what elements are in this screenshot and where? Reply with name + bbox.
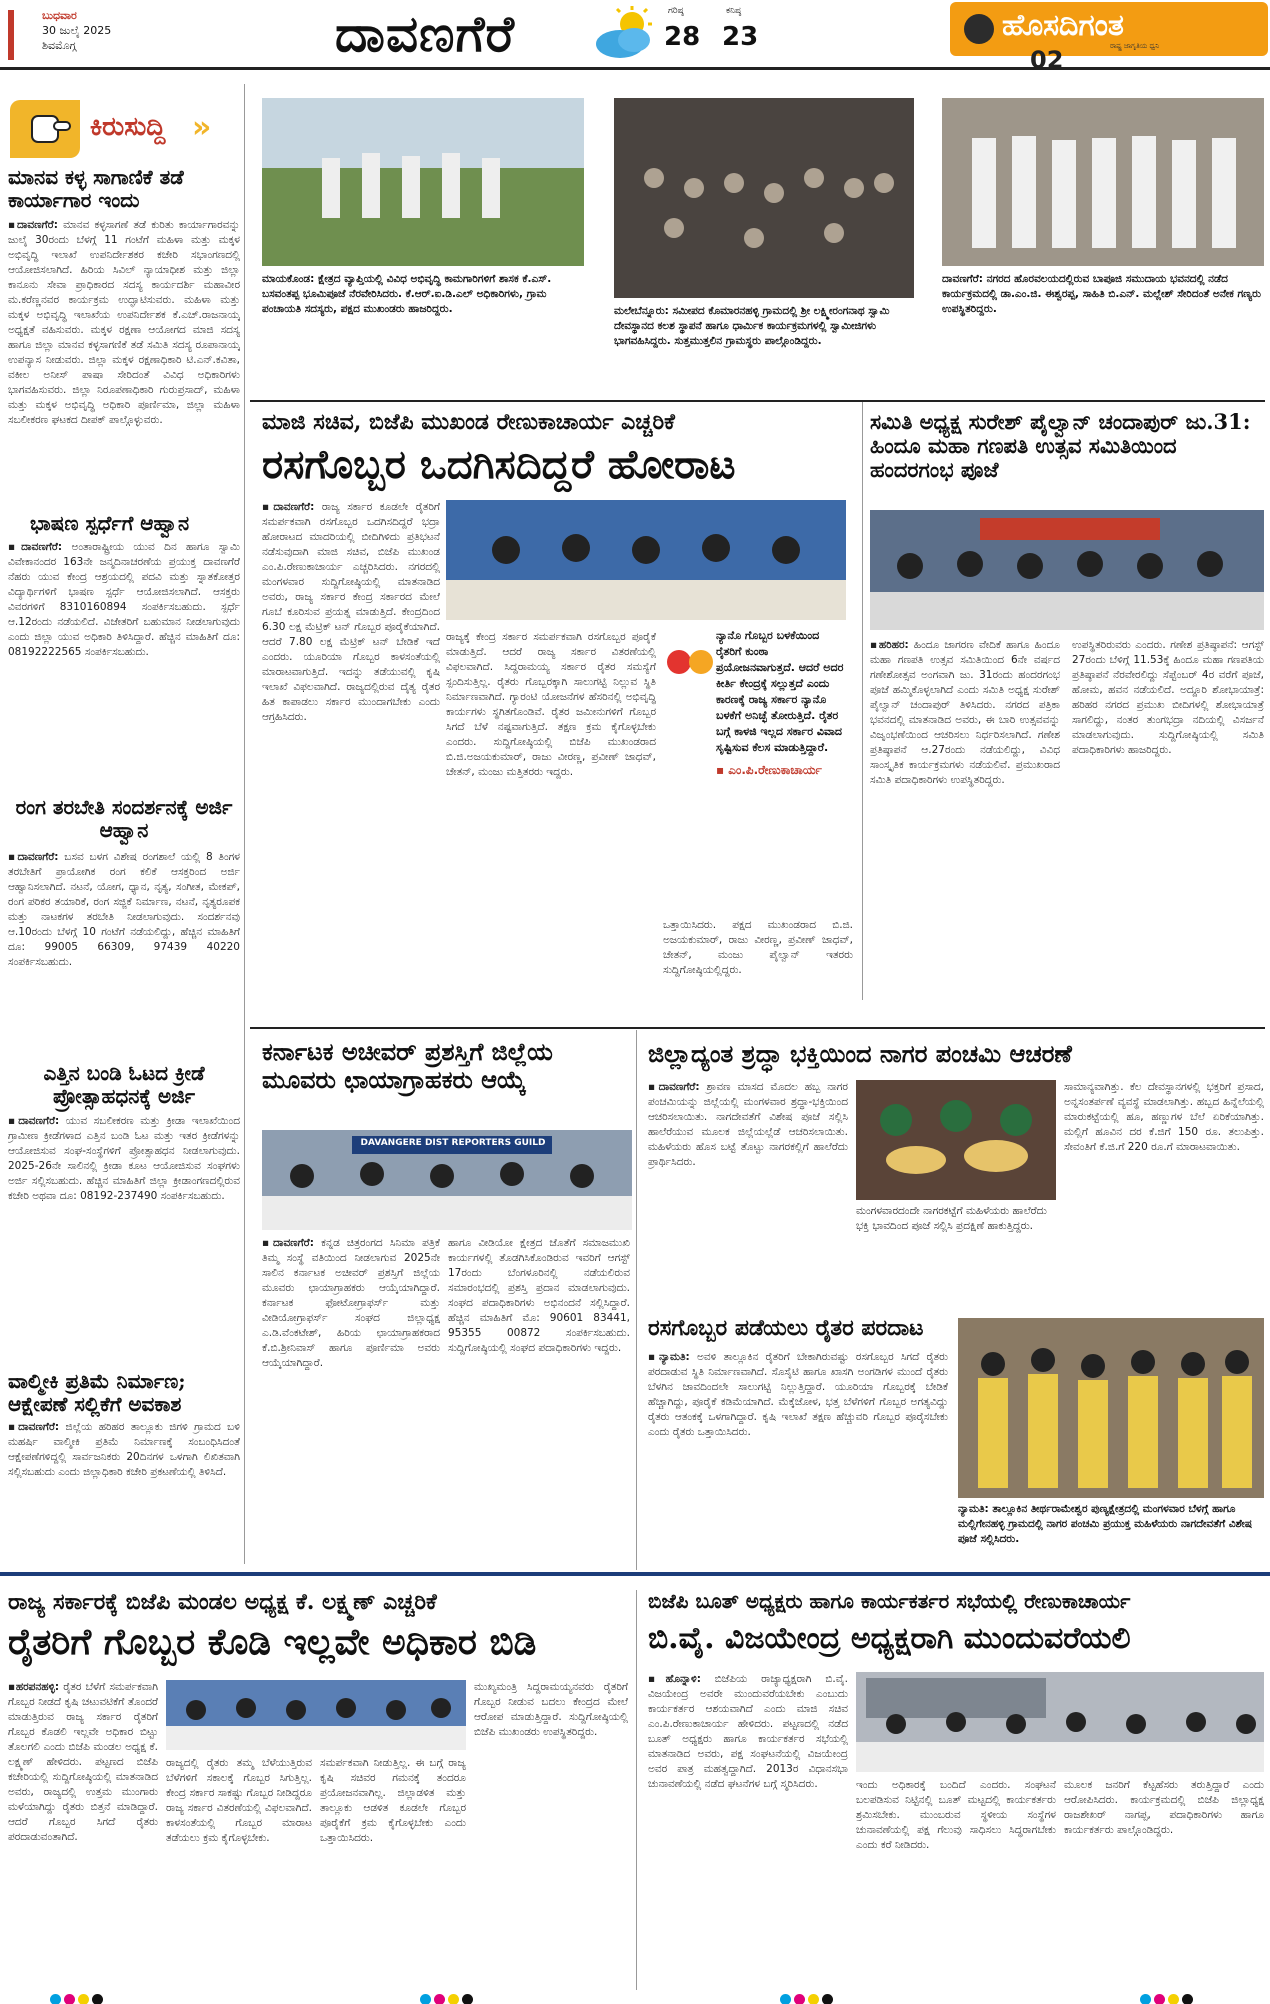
story-headline: ಜಿಲ್ಲಾದ್ಯಂತ ಶ್ರದ್ಧಾ ಭಕ್ತಿಯಿಂದ ನಾಗರ ಪಂಚಮಿ ಆಚರಣೆ bbox=[648, 1039, 1072, 1068]
story-kicker: ರಾಜ್ಯ ಸರ್ಕಾರಕ್ಕೆ ಬಿಜೆಪಿ ಮಂಡಲ ಅಧ್ಯಕ್ಷ ಕೆ. ಲಕ್ಷ್ಮಣ್ ಎಚ್ಚರಿಕೆ bbox=[8, 1589, 437, 1615]
color-dot bbox=[462, 1994, 473, 2004]
story-headline: ರಸಗೊಬ್ಬರ ಒದಗಿಸದಿದ್ದರೆ ಹೋರಾಟ bbox=[262, 441, 736, 488]
story-text: ರೈತರ ಬೆಳೆಗೆ ಸಮರ್ಪಕವಾಗಿ ಗೊಬ್ಬರ ನೀಡದೆ ಕೃಷಿ ಚಟುವಟಿಕೆಗೆ ತೊಂದರೆ ಮಾಡುತ್ತಿರುವ ರಾಜ್ಯ ಸರ್ಕಾರ ರೈತರಿಗೆ ಗೊಬ್ಬರ ಕೊಡಲಿ ಇಲ್ಲವೇ ಅಧಿಕಾರ ಬಿಟ್ಟು ತೊಲಗಲಿ ಎಂದು ಬಿಜೆಪಿ ಮಂಡಲ ಅಧ್ಯಕ್ಷ ಕೆ. ಲಕ್ಷ್ಮಣ್ ಹೇಳಿದರು. ಪಟ್ಟಣದ ಬಿಜೆಪಿ ಕಚೇರಿಯಲ್ಲಿ ಸುದ್ದಿಗೋಷ್ಠಿಯಲ್ಲಿ ಮಾತನಾಡಿದ ಅವರು, ರಾಜ್ಯದಲ್ಲಿ ಉತ್ತಮ ಮುಂಗಾರು ಮಳೆಯಾಗಿದ್ದು ರೈತರು ಬಿತ್ತನೆ ಮಾಡಿದ್ದಾರೆ. ಆದರೆ ಗೊಬ್ಬರ ಸಿಗದೆ ರೈತರು ಪರದಾಡುವಂತಾಗಿದೆ. bbox=[8, 1681, 158, 1843]
color-dot bbox=[92, 1994, 103, 2004]
photo-caption: ಮಲೇಬೆನ್ನೂರು: ಸಮೀಪದ ಕೊಮಾರನಹಳ್ಳಿ ಗ್ರಾಮದಲ್ಲಿ ಶ್ರೀ ಲಕ್ಷ್ಮೀರಂಗನಾಥ ಸ್ವಾಮಿ ದೇವಸ್ಥಾನದ ಕಲಶ ಸ್ಥಾಪನೆ ಹಾಗೂ ಧಾರ್ಮಿಕ ಕಾರ್ಯಕ್ರಮಗಳಲ್ಲಿ ಸ್ವಾಮೀಜಿಗಳು ಭಾಗವಹಿಸಿದ್ದರು. ಸುತ್ತಮುತ್ತಲಿನ ಗ್ರಾಮಸ್ಥರು ಪಾಲ್ಗೊಂಡಿದ್ದರು. bbox=[614, 305, 890, 347]
story-body: ಇಂದು ಅಧಿಕಾರಕ್ಕೆ ಬಂದಿದೆ ಎಂದರು. ಸಂಘಟನೆ ಬಲಪಡಿಸುವ ನಿಟ್ಟಿನಲ್ಲಿ ಬೂತ್ ಮಟ್ಟದಲ್ಲಿ ಕಾರ್ಯಕರ್ತರು ಶ್ರಮಿಸಬೇಕು. ಮುಂಬರುವ ಸ್ಥಳೀಯ ಸಂಸ್ಥೆಗಳ ಚುನಾವಣೆಯಲ್ಲಿ ಪಕ್ಷ ಗೆಲುವು ಸಾಧಿಸಲು ಸಿದ್ಧರಾಗಬೇಕು ಎಂದು ಕರೆ ನೀಡಿದರು. bbox=[856, 1779, 1056, 1851]
photo-caption: ಮಾಯಕೊಂಡ: ಕ್ಷೇತ್ರದ ವ್ಯಾಪ್ತಿಯಲ್ಲಿ ವಿವಿಧ ಅಭಿವೃದ್ಧಿ ಕಾಮಗಾರಿಗಳಿಗೆ ಶಾಸಕ ಕೆ.ಎಸ್. ಬಸವಂತಪ್ಪ ಭೂಮಿಪೂಜೆ ನೆರವೇರಿಸಿದರು. ಕೆ.ಆರ್.ಐ.ಡಿ.ಎಲ್ ಅಧಿಕಾರಿಗಳು, ಗ್ರಾಮ ಪಂಚಾಯತಿ ಸದಸ್ಯರು, ಪಕ್ಷದ ಮುಖಂಡರು ಹಾಜರಿದ್ದರು. bbox=[262, 273, 552, 315]
story-body bbox=[262, 500, 440, 1020]
story-body bbox=[648, 1350, 948, 1566]
news-photo bbox=[856, 1080, 1056, 1200]
dateline: ▪ದಾವಣಗೆರೆ: bbox=[8, 541, 63, 553]
story-headline: ರಸಗೊಬ್ಬರ ಪಡೆಯಲು ರೈತರ ಪರದಾಟ bbox=[648, 1315, 924, 1341]
print-color-dots bbox=[420, 1990, 490, 2000]
story-headline: ಮಾನವ ಕಳ್ಳ ಸಾಗಾಣಿಕೆ ತಡೆ ಕಾರ್ಯಾಗಾರ ಇಂದು bbox=[8, 165, 184, 212]
story-body bbox=[648, 1080, 848, 1316]
color-dot bbox=[1168, 1994, 1179, 2004]
color-dot bbox=[808, 1994, 819, 2004]
color-dot bbox=[1182, 1994, 1193, 2004]
story-text: ಜಿಲ್ಲೆಯ ಹರಿಹರ ತಾಲ್ಲೂಕು ಜಿಗಳಿ ಗ್ರಾಮದ ಬಳಿ ಮಹರ್ಷಿ ವಾಲ್ಮೀಕಿ ಪ್ರತಿಮೆ ನಿರ್ಮಾಣಕ್ಕೆ ಸಂಬಂಧಿಸಿದಂತೆ ಆಕ್ಷೇಪಣೆಗಳಿದ್ದಲ್ಲಿ ಸಾರ್ವಜನಿಕರು 20ದಿನಗಳ ಒಳಗಾಗಿ ಲಿಖಿತವಾಗಿ ಸಲ್ಲಿಸಬಹುದು ಎಂದು ಜಿಲ್ಲಾಧಿಕಾರಿ ಕಚೇರಿ ಪ್ರಕಟಣೆಯಲ್ಲಿ ತಿಳಿಸಿದೆ. bbox=[8, 1421, 240, 1478]
press-meet-photo bbox=[446, 500, 846, 620]
dateline: ▪ದಾವಣಗೆರೆ: bbox=[648, 1081, 700, 1093]
color-dot bbox=[78, 1994, 89, 2004]
story-text: ಕನ್ನಡ ಚಿತ್ರರಂಗದ ಸಿನಿಮಾ ಪತ್ರಿಕೆ ತಿಮ್ಮ ಸಂಸ್ಥೆ ವತಿಯಿಂದ ನೀಡಲಾಗುವ 2025ನೇ ಸಾಲಿನ ಕರ್ನಾಟಕ ಅಚೀವರ್ ಪ್ರಶಸ್ತಿಗೆ ಜಿಲ್ಲೆಯ ಮೂವರು ಛಾಯಾಗ್ರಾಹಕರು ಆಯ್ಕೆಯಾಗಿದ್ದಾರೆ. ಕರ್ನಾಟಕ ಫೋಟೋಗ್ರಾಫರ್ಸ್ ಮತ್ತು ವೀಡಿಯೋಗ್ರಾಫರ್ಸ್ ಸಂಘದ ಜಿಲ್ಲಾಧ್ಯಕ್ಷ ಎ.ಡಿ.ವೆಂಕಟೇಶ್, ಹಿರಿಯ ಛಾಯಾಗ್ರಾಹಕರಾದ ಕೆ.ಬಿ.ಶ್ರೀನಿವಾಸ್ ಹಾಗೂ ಪೂರ್ಣಿಮಾ ಅವರು ಆಯ್ಕೆಯಾಗಿದ್ದಾರೆ. bbox=[262, 1237, 440, 1369]
story-body: ಒತ್ತಾಯಿಸಿದರು. ಪಕ್ಷದ ಮುಖಂಡರಾದ ಬಿ.ಜಿ. ಅಜಯಕುಮಾರ್, ರಾಜು ವೀರಣ್ಣ, ಪ್ರವೀಣ್ ಜಾಧವ್, ಚೇತನ್, ಮಂಜು ಪೈಲ್ವಾನ್ ಇತರರು ಸುದ್ದಿಗೋಷ್ಠಿಯಲ್ಲಿದ್ದರು. bbox=[663, 919, 853, 976]
story-body bbox=[870, 638, 1060, 1020]
color-dot bbox=[448, 1994, 459, 2004]
story-text: ಯುವ ಸಬಲೀಕರಣ ಮತ್ತು ಕ್ರೀಡಾ ಇಲಾಖೆಯಿಂದ ಗ್ರಾಮೀಣ ಕ್ರೀಡೆಗಳಾದ ಎತ್ತಿನ ಬಂಡಿ ಓಟ ಮತ್ತು ಇತರ ಕ್ರೀಡೆಗಳನ್ನು ಆಯೋಜಿಸುವ ಸಂಘ-ಸಂಸ್ಥೆಗಳಿಗೆ ಪ್ರೋತ್ಸಾಹಧನ ನೀಡಲಾಗುವುದು. 2025-26ನೇ ಸಾಲಿನಲ್ಲಿ ಕ್ರೀಡಾ ಕೂಟ ಆಯೋಜಿಸುವ ಸಂಘಗಳು ಅರ್ಜಿ ಸಲ್ಲಿಸಬಹುದು. ಹೆಚ್ಚಿನ ಮಾಹಿತಿಗೆ ಜಿಲ್ಲಾ ಕ್ರೀಡಾಂಗಣದಲ್ಲಿರುವ ಕಚೇರಿ ಅಥವಾ ದೂ: 08192-237490 ಸಂಪರ್ಕಿಸಬಹುದು. bbox=[8, 1115, 240, 1202]
story-headline: ರೈತರಿಗೆ ಗೊಬ್ಬರ ಕೊಡಿ ಇಲ್ಲವೇ ಅಧಿಕಾರ ಬಿಡಿ bbox=[8, 1621, 537, 1663]
story-body: ಮುಖ್ಯಮಂತ್ರಿ ಸಿದ್ದರಾಮಯ್ಯನವರು ರೈತರಿಗೆ ಗೊಬ್ಬರ ನೀಡುವ ಬದಲು ಕೇಂದ್ರದ ಮೇಲೆ ಆರೋಪ ಮಾಡುತ್ತಿದ್ದಾರೆ. ಸುದ್ದಿಗೋಷ್ಠಿಯಲ್ಲಿ ಬಿಜೆಪಿ ಮುಖಂಡರು ಉಪಸ್ಥಿತರಿದ್ದರು. bbox=[474, 1681, 628, 1738]
story-body: ರಾಜ್ಯದಲ್ಲಿ ರೈತರು ತಮ್ಮ ಬೆಳೆಯುತ್ತಿರುವ ಬೆಳೆಗಳಿಗೆ ಸಕಾಲಕ್ಕೆ ಗೊಬ್ಬರ ಸಿಗುತ್ತಿಲ್ಲ. ಕೇಂದ್ರ ಸರ್ಕಾರ ಸಾಕಷ್ಟು ಗೊಬ್ಬರ ನೀಡಿದ್ದರೂ ರಾಜ್ಯ ಸರ್ಕಾರ ವಿತರಣೆಯಲ್ಲಿ ವಿಫಲವಾಗಿದೆ. ಕಾಳಸಂತೆಯಲ್ಲಿ ಗೊಬ್ಬರ ಮಾರಾಟ ತಡೆಯಲು ಕ್ರಮ ಕೈಗೊಳ್ಳಬೇಕು. bbox=[166, 1757, 312, 1844]
color-dot bbox=[64, 1994, 75, 2004]
story-body bbox=[648, 1672, 848, 1984]
logo-tagline: ರಾಷ್ಟ್ರ ಜಾಗೃತಿಯ ಧ್ವನಿ bbox=[1110, 42, 1160, 50]
newspaper-logo bbox=[950, 2, 1268, 56]
masthead-place: ಶಿವಮೊಗ್ಗ bbox=[42, 39, 77, 52]
color-dot bbox=[1140, 1994, 1151, 2004]
story-body bbox=[8, 218, 240, 508]
column-divider bbox=[636, 1030, 637, 1570]
dateline: ▪ಹರಪನಹಳ್ಳಿ: bbox=[8, 1681, 60, 1693]
story-text: ಅಂತಾರಾಷ್ಟ್ರೀಯ ಯುವ ದಿನ ಹಾಗೂ ಸ್ವಾಮಿ ವಿವೇಕಾನಂದರ 163ನೇ ಜನ್ಮದಿನಾಚರಣೆಯ ಪ್ರಯುಕ್ತ ದಾವಣಗೆರೆ ನೆಹರು ಯುವ ಕೇಂದ್ರ ಆಶ್ರಯದಲ್ಲಿ ಪದವಿ ಮತ್ತು ಸ್ನಾತಕೋತ್ತರ ವಿದ್ಯಾರ್ಥಿಗಳಿಗೆ ಭಾಷಣ ಸ್ಪರ್ಧೆ ಆಯೋಜಿಸಲಾಗಿದೆ. ಆಸಕ್ತರು ವಿವರಗಳಿಗೆ 8310160894 ಸಂಪರ್ಕಿಸಬಹುದು. ಸ್ಪರ್ಧೆ ಆ.12ರಂದು ನಡೆಯಲಿದೆ. ವಿಜೇತರಿಗೆ ಬಹುಮಾನ ನೀಡಲಾಗುವುದು ಎಂದು ಜಿಲ್ಲಾ ಯುವ ಅಧಿಕಾರಿ ತಿಳಿಸಿದ್ದಾರೆ. ಹೆಚ್ಚಿನ ಮಾಹಿತಿಗೆ ದೂ: 08192222565 ಸಂಪರ್ಕಿಸಬಹುದು. bbox=[8, 541, 240, 658]
masthead-accent-bar bbox=[8, 10, 14, 60]
print-color-dots bbox=[1140, 1990, 1210, 2000]
pull-quote bbox=[716, 628, 846, 778]
column-divider bbox=[636, 1590, 637, 1990]
story-body bbox=[262, 1236, 440, 1566]
story-body bbox=[8, 540, 240, 790]
color-dot bbox=[1154, 1994, 1165, 2004]
story-body: ರಾಜ್ಯಕ್ಕೆ ಕೇಂದ್ರ ಸರ್ಕಾರ ಸಮರ್ಪಕವಾಗಿ ರಸಗೊಬ್ಬರ ಪೂರೈಕೆ ಮಾಡುತ್ತಿದೆ. ಆದರೆ ರಾಜ್ಯ ಸರ್ಕಾರ ವಿತರಣೆಯಲ್ಲಿ ವಿಫಲವಾಗಿದೆ. ಸಿದ್ದರಾಮಯ್ಯ ಸರ್ಕಾರ ರೈತರ ಸಮಸ್ಯೆಗೆ ಸ್ಪಂದಿಸುತ್ತಿಲ್ಲ. ರೈತರು ಗೊಬ್ಬರಕ್ಕಾಗಿ ಸಾಲುಗಟ್ಟಿ ನಿಲ್ಲುವ ಸ್ಥಿತಿ ನಿರ್ಮಾಣವಾಗಿದೆ. ಗ್ಯಾರಂಟಿ ಯೋಜನೆಗಳ ಹೆಸರಿನಲ್ಲಿ ಅಭಿವೃದ್ಧಿ ಕಾರ್ಯಗಳು ಸ್ಥಗಿತಗೊಂಡಿವೆ. ರೈತರ ಜಮೀನುಗಳಿಗೆ ಗೊಬ್ಬರ ಸಿಗದೆ ಬೆಳೆ ನಷ್ಟವಾಗುತ್ತಿದೆ. ತಕ್ಷಣ ಕ್ರಮ ಕೈಗೊಳ್ಳಬೇಕು ಎಂದರು. ಸುದ್ದಿಗೋಷ್ಠಿಯಲ್ಲಿ ಬಿಜೆಪಿ ಮುಖಂಡರಾದ ಬಿ.ಜಿ.ಅಜಯಕುಮಾರ್, ರಾಜು ವೀರಣ್ಣ, ಪ್ರವೀಣ್ ಜಾಧವ್, ಚೇತನ್, ಮಂಜು ಮತ್ತಿತರರು ಇದ್ದರು. bbox=[446, 631, 656, 778]
dateline: ▪ದಾವಣಗೆರೆ: bbox=[8, 219, 58, 231]
story-headline: ಎತ್ತಿನ ಬಂಡಿ ಓಟದ ಕ್ರೀಡೆ ಪ್ರೋತ್ಸಾಹಧನಕ್ಕೆ ಅರ್ಜಿ bbox=[43, 1061, 205, 1108]
story-body: ಉಪಸ್ಥಿತರಿರುವರು ಎಂದರು. ಗಣೇಶ ಪ್ರತಿಷ್ಠಾಪನೆ: ಆಗಸ್ಟ್ 27ರಂದು ಬೆಳಿಗ್ಗೆ 11.53ಕ್ಕೆ ಹಿಂದೂ ಮಹಾ ಗಣಪತಿಯ ಪ್ರತಿಷ್ಠಾಪನೆ ನೆರವೇರಲಿದ್ದು ಸೆಪ್ಟೆಂಬರ್ 4ರ ವರೆಗೆ ಪೂಜೆ, ಹೋಮ, ಹವನ ನಡೆಯಲಿದೆ. ಅದ್ದೂರಿ ಶೋಭಾಯಾತ್ರೆ: ಹರಿಹರ ನಗರದ ಪ್ರಮುಖ ಬೀದಿಗಳಲ್ಲಿ ಶೋಭಾಯಾತ್ರೆ ಸಾಗಲಿದ್ದು, ನಂತರ ತುಂಗಭದ್ರಾ ನದಿಯಲ್ಲಿ ವಿಸರ್ಜನೆ ಮಾಡಲಾಗುವುದು. ಸುದ್ದಿಗೋಷ್ಠಿಯಲ್ಲಿ ಸಮಿತಿ ಪದಾಧಿಕಾರಿಗಳು ಹಾಜರಿದ್ದರು. bbox=[1072, 639, 1264, 756]
masthead-day: ಬುಧವಾರ bbox=[42, 9, 77, 22]
column-divider bbox=[244, 84, 245, 1564]
color-dot bbox=[434, 1994, 445, 2004]
photo-caption: ದಾವಣಗೆರೆ: ನಗರದ ಹೊರವಲಯದಲ್ಲಿರುವ ಬಾಪೂಜಿ ಸಮುದಾಯ ಭವನದಲ್ಲಿ ನಡೆದ ಕಾರ್ಯಕ್ರಮದಲ್ಲಿ ಡಾ.ಎಂ.ಜಿ. ಈಶ್ವರಪ್ಪ, ಸಾಹಿತಿ ಬಿ.ಎನ್. ಮಲ್ಲೇಶ್ ಸೇರಿದಂತೆ ಅನೇಕ ಗಣ್ಯರು ಉಪಸ್ಥಿತರಿದ್ದರು. bbox=[942, 273, 1261, 315]
dateline: ▪ದಾವಣಗೆರೆ: bbox=[8, 1115, 60, 1127]
story-text: ಬಸವ ಬಳಗ ವಿಶೇಷ ರಂಗಶಾಲೆ ಯಲ್ಲಿ 8 ತಿಂಗಳ ತರಬೇತಿಗೆ ಪ್ರಾಯೋಗಿಕ ರಂಗ ಕಲಿಕೆ ಆಸಕ್ತರಿಂದ ಅರ್ಜಿ ಆಹ್ವಾನಿಸಲಾಗಿದೆ. ನಟನೆ, ಯೋಗ, ಧ್ಯಾನ, ನೃತ್ಯ, ಸಂಗೀತ, ಮೇಕಪ್, ರಂಗ ಪರಿಕರ ತಯಾರಿಕೆ, ರಂಗ ಸಜ್ಜಿಕೆ ನಿರ್ಮಾಣ, ನಟನೆ, ನೃತ್ಯರೂಪಕ ಮತ್ತು ನಾಟಕಗಳ ತರಬೇತಿ ನೀಡಲಾಗುವುದು. ಸಂದರ್ಶನವು ಆ.10ರಂದು ಬೆಳಗ್ಗೆ 10 ಗಂಟೆಗೆ ನಡೆಯಲಿದ್ದು, ಹೆಚ್ಚಿನ ಮಾಹಿತಿಗೆ ದೂ: 99005 66309, 97439 40220 ಸಂಪರ್ಕಿಸಬಹುದು. bbox=[8, 851, 240, 968]
story-text: ಬಿಜೆಪಿಯ ರಾಜ್ಯಾಧ್ಯಕ್ಷರಾಗಿ ಬಿ.ವೈ. ವಿಜಯೇಂದ್ರ ಅವರೇ ಮುಂದುವರೆಯಬೇಕು ಎಂಬುದು ಕಾರ್ಯಕರ್ತರ ಆಶಯವಾಗಿದೆ ಎಂದು ಮಾಜಿ ಸಚಿವ ಎಂ.ಪಿ.ರೇಣುಕಾಚಾರ್ಯ ಹೇಳಿದರು. ಪಟ್ಟಣದಲ್ಲಿ ನಡೆದ ಬೂತ್ ಅಧ್ಯಕ್ಷರು ಹಾಗೂ ಕಾರ್ಯಕರ್ತರ ಸಭೆಯಲ್ಲಿ ಮಾತನಾಡಿದ ಅವರು, ಪಕ್ಷ ಸಂಘಟನೆಯಲ್ಲಿ ವಿಜಯೇಂದ್ರ ಅವರ ಪಾತ್ರ ಮಹತ್ವದ್ದಾಗಿದೆ. 2013ರ ವಿಧಾನಸಭಾ ಚುನಾವಣೆಯಲ್ಲಿ ನಡೆದ ಘಟನೆಗಳ ಬಗ್ಗೆ ಸ್ಮರಿಸಿದರು. bbox=[648, 1673, 848, 1790]
story-text: ಹಿಂದೂ ಜಾಗರಣ ವೇದಿಕೆ ಹಾಗೂ ಹಿಂದೂ ಮಹಾ ಗಣಪತಿ ಉತ್ಸವ ಸಮಿತಿಯಿಂದ 6ನೇ ವರ್ಷದ ಗಣೇಶೋತ್ಸವ ಅಂಗವಾಗಿ ಜು. 31ರಂದು ಹಂದರಗಂಭ ಪೂಜೆ ಹಮ್ಮಿಕೊಳ್ಳಲಾಗಿದೆ ಎಂದು ಸಮಿತಿ ಅಧ್ಯಕ್ಷ ಸುರೇಶ್ ಪೈಲ್ವಾನ್ ಚಂದಾಪುರ್ ತಿಳಿಸಿದರು. ನಗರದ ಪತ್ರಿಕಾ ಭವನದಲ್ಲಿ ಮಾತನಾಡಿದ ಅವರು, ಈ ಬಾರಿ ಉತ್ಸವವನ್ನು ವಿಜೃಂಭಣೆಯಿಂದ ಆಚರಿಸಲು ನಿರ್ಧರಿಸಲಾಗಿದೆ. ಗಣೇಶ ಪ್ರತಿಷ್ಠಾಪನೆ ಆ.27ರಂದು ನಡೆಯಲಿದ್ದು, ವಿವಿಧ ಸಾಂಸ್ಕೃತಿಕ ಕಾರ್ಯಕ್ರಮಗಳು ನಡೆಯಲಿವೆ. ಪ್ರಮುಖರಾದ ಸಮಿತಿ ಪದಾಧಿಕಾರಿಗಳು ಉಪಸ್ಥಿತರಿದ್ದರು. bbox=[870, 639, 1060, 786]
color-dot bbox=[50, 1994, 61, 2004]
news-photo bbox=[262, 98, 584, 266]
column-divider bbox=[862, 400, 863, 1000]
temperature-block bbox=[660, 4, 780, 64]
news-photo bbox=[614, 98, 914, 298]
color-dot bbox=[794, 1994, 805, 2004]
story-body bbox=[8, 1114, 240, 1366]
photo-caption: ಮಂಗಳವಾರದಂದೇ ನಾಗರಕಟ್ಟೆಗೆ ಮಹಿಳೆಯರು ಹಾಲೆರೆದು ಭಕ್ತಿ ಭಾವದಿಂದ ಪೂಜೆ ಸಲ್ಲಿಸಿ ಪ್ರದಕ್ಷಿಣೆ ಹಾಕುತ್ತಿದ್ದರು. bbox=[856, 1205, 1047, 1232]
dateline: ▪ದಾವಣಗೆರೆ: bbox=[262, 501, 315, 513]
print-color-dots bbox=[780, 1990, 850, 2000]
color-dot bbox=[420, 1994, 431, 2004]
logo-emblem-icon bbox=[964, 14, 994, 44]
dateline: ▪ನ್ಯಾಮತಿ: bbox=[648, 1351, 690, 1363]
hand-point-icon bbox=[10, 100, 80, 158]
temp-max-value: 28 bbox=[664, 22, 701, 52]
story-headline: ರಂಗ ತರಬೇತಿ ಸಂದರ್ಶನಕ್ಕೆ ಅರ್ಜಿ ಆಹ್ವಾನ bbox=[15, 795, 233, 842]
story-body: ಹಾಗೂ ವೀಡಿಯೋ ಕ್ಷೇತ್ರದ ಜೊತೆಗೆ ಸಮಾಜಮುಖಿ ಕಾರ್ಯಗಳಲ್ಲಿ ತೊಡಗಿಸಿಕೊಂಡಿರುವ ಇವರಿಗೆ ಆಗಸ್ಟ್ 17ರಂದು ಬೆಂಗಳೂರಿನಲ್ಲಿ ನಡೆಯಲಿರುವ ಸಮಾರಂಭದಲ್ಲಿ ಪ್ರಶಸ್ತಿ ಪ್ರದಾನ ಮಾಡಲಾಗುವುದು. ಸಂಘದ ಪದಾಧಿಕಾರಿಗಳು ಅಭಿನಂದನೆ ಸಲ್ಲಿಸಿದ್ದಾರೆ. ಹೆಚ್ಚಿನ ಮಾಹಿತಿಗೆ ಮೊ: 90601 83441, 95355 00872 ಸಂಪರ್ಕಿಸಬಹುದು. ಸುದ್ದಿಗೋಷ್ಠಿಯಲ್ಲಿ ಸಂಘದ ಪದಾಧಿಕಾರಿಗಳು ಇದ್ದರು. bbox=[448, 1237, 630, 1354]
banner-text: DAVANGERE DIST REPORTERS GUILD bbox=[360, 1138, 546, 1148]
story-headline: ಭಾಷಣ ಸ್ಪರ್ಧೆಗೆ ಆಹ್ವಾನ bbox=[30, 511, 190, 535]
dateline: ▪ದಾವಣಗೆರೆ: bbox=[8, 1421, 60, 1433]
photo-caption: ನ್ಯಾಮತಿ: ತಾಲ್ಲೂಕಿನ ತೀರ್ಥರಾಮೇಶ್ವರ ಪುಣ್ಯಕ್ಷೇತ್ರದಲ್ಲಿ ಮಂಗಳವಾರ ಬೆಳಗ್ಗೆ ಹಾಗೂ ಮಲ್ಲಿಗೇನಹಳ್ಳಿ ಗ್ರಾಮದಲ್ಲಿ ನಾಗರ ಪಂಚಮಿ ಪ್ರಯುಕ್ತ ಮಹಿಳೆಯರು ನಾಗದೇವತೆಗೆ ವಿಶೇಷ ಪೂಜೆ ಸಲ್ಲಿಸಿದರು. bbox=[958, 1503, 1252, 1545]
temp-max-label: ಗರಿಷ್ಠ bbox=[668, 6, 684, 16]
press-meet-photo bbox=[870, 510, 1264, 630]
temp-min-value: 23 bbox=[722, 22, 759, 52]
press-meet-photo bbox=[262, 1130, 632, 1230]
page-number: 02 bbox=[1030, 46, 1064, 74]
kiru-suddi-label: ಕಿರುಸುದ್ದಿ bbox=[90, 112, 166, 142]
print-color-dots bbox=[50, 1990, 120, 2000]
story-headline: ಕರ್ನಾಟಕ ಅಚೀವರ್ ಪ್ರಶಸ್ತಿಗೆ ಜಿಲ್ಲೆಯ ಮೂವರು ಛಾಯಾಗ್ರಾಹಕರು ಆಯ್ಕೆ bbox=[262, 1037, 553, 1094]
section-rule bbox=[250, 1027, 1265, 1029]
story-body: ಸಮರ್ಪಕವಾಗಿ ನೀಡುತ್ತಿಲ್ಲ. ಈ ಬಗ್ಗೆ ರಾಜ್ಯ ಕೃಷಿ ಸಚಿವರ ಗಮನಕ್ಕೆ ತಂದರೂ ಪ್ರಯೋಜನವಾಗಿಲ್ಲ. ಜಿಲ್ಲಾಡಳಿತ ಮತ್ತು ತಾಲ್ಲೂಕು ಆಡಳಿತ ಕೂಡಲೇ ಗೊಬ್ಬರ ಪೂರೈಕೆಗೆ ಕ್ರಮ ಕೈಗೊಳ್ಳಬೇಕು ಎಂದು ಒತ್ತಾಯಿಸಿದರು. bbox=[320, 1757, 466, 1844]
story-body: ಸಾಮಾನ್ಯವಾಗಿತ್ತು. ಕೆಲ ದೇವಸ್ಥಾನಗಳಲ್ಲಿ ಭಕ್ತರಿಗೆ ಪ್ರಸಾದ, ಅನ್ನಸಂತರ್ಪಣೆ ವ್ಯವಸ್ಥೆ ಮಾಡಲಾಗಿತ್ತು. ಹಬ್ಬದ ಹಿನ್ನೆಲೆಯಲ್ಲಿ ಮಾರುಕಟ್ಟೆಯಲ್ಲಿ ಹೂ, ಹಣ್ಣುಗಳ ಬೆಲೆ ಏರಿಕೆಯಾಗಿತ್ತು. ಮಲ್ಲಿಗೆ ಹೂವಿನ ದರ ಕೆ.ಜಿಗೆ 150 ರೂ. ತಲುಪಿತ್ತು. ಸೇವಂತಿಗೆ ಕೆ.ಜಿ.ಗೆ 220 ರೂ.ಗೆ ಮಾರಾಟವಾಯಿತು. bbox=[1064, 1081, 1264, 1153]
dateline: ▪ದಾವಣಗೆರೆ: bbox=[262, 1237, 314, 1249]
story-text: ಅವಳಿ ತಾಲ್ಲೂಕಿನ ರೈತರಿಗೆ ಬೇಕಾಗಿರುವಷ್ಟು ರಸಗೊಬ್ಬರ ಸಿಗದೆ ರೈತರು ಪರದಾಡುವ ಸ್ಥಿತಿ ನಿರ್ಮಾಣವಾಗಿದೆ. ಸೊಸೈಟಿ ಹಾಗೂ ಖಾಸಗಿ ಅಂಗಡಿಗಳ ಮುಂದೆ ರೈತರು ಬೆಳಗಿನ ಜಾವದಿಂದಲೇ ಸಾಲುಗಟ್ಟಿ ನಿಲ್ಲುತ್ತಿದ್ದಾರೆ. ಯೂರಿಯಾ ಗೊಬ್ಬರಕ್ಕೆ ಬೇಡಿಕೆ ಹೆಚ್ಚಾಗಿದ್ದು, ಪೂರೈಕೆ ಕಡಿಮೆಯಾಗಿದೆ. ಮೆಕ್ಕೆಜೋಳ, ಭತ್ತ ಬೆಳೆಗಳಿಗೆ ಗೊಬ್ಬರ ಅಗತ್ಯವಿದ್ದು ರೈತರು ಆತಂಕಕ್ಕೆ ಒಳಗಾಗಿದ್ದಾರೆ. ಕೃಷಿ ಇಲಾಖೆ ತಕ್ಷಣ ಹೆಚ್ಚುವರಿ ಗೊಬ್ಬರ ಪೂರೈಸಬೇಕು ಎಂದು ರೈತರು ಒತ್ತಾಯಿಸಿದರು. bbox=[648, 1351, 948, 1438]
color-dot bbox=[822, 1994, 833, 2004]
pull-quote-author: ▪ ಎಂ.ಪಿ.ರೇಣುಕಾಚಾರ್ಯ bbox=[716, 763, 822, 777]
weather-cloud-sun-icon bbox=[590, 6, 660, 64]
pull-quote-text: ನ್ಯಾನೊ ಗೊಬ್ಬರ ಬಳಕೆಯಿಂದ ರೈತರಿಗೆ ಕುಂಠಾ ಪ್ರಯೋಜನವಾಗುತ್ತದೆ. ಆದರೆ ಅದರ ಕೀರ್ತಿ ಕೇಂದ್ರಕ್ಕೆ ಸಲ್ಲುತ್ತದೆ ಎಂದು ಕಾರಣಕ್ಕೆ ರಾಜ್ಯ ಸರ್ಕಾರ ನ್ಯಾನೊ ಬಳಕೆಗೆ ಅನಿಚ್ಛೆ ತೋರುತ್ತಿದೆ. ರೈತರ ಬಗ್ಗೆ ಕಾಳಜಿ ಇಲ್ಲದ ಸರ್ಕಾರ ವಿವಾದ ಸೃಷ್ಟಿಸುವ ಕೆಲಸ ಮಾಡುತ್ತಿದ್ದಾರೆ. bbox=[716, 629, 844, 754]
story-body bbox=[8, 850, 240, 1058]
news-photo bbox=[958, 1318, 1264, 1498]
story-text: ಮಾನವ ಕಳ್ಳಸಾಗಣೆ ತಡೆ ಕುರಿತು ಕಾರ್ಯಾಗಾರವನ್ನು ಜುಲೈ 30ರಂದು ಬೆಳಗ್ಗೆ 11 ಗಂಟೆಗೆ ಮಹಿಳಾ ಮತ್ತು ಮಕ್ಕಳ ಅಭಿವೃದ್ಧಿ ಇಲಾಖೆ ಉಪನಿರ್ದೇಶಕರ ಕಚೇರಿ ಸಭಾಂಗಣದಲ್ಲಿ ಆಯೋಜಿಸಲಾಗಿದೆ. ಹಿರಿಯ ಸಿವಿಲ್ ನ್ಯಾಯಾಧೀಶ ಮತ್ತು ಜಿಲ್ಲಾ ಕಾನೂನು ಸೇವಾ ಪ್ರಾಧಿಕಾರದ ಸದಸ್ಯ ಕಾರ್ಯದರ್ಶಿ ಮಹಾವೀರ ಮ.ಕರೆಣ್ಣನವರ ಕಾರ್ಯಕ್ರಮ ಉದ್ಘಾಟಿಸುವರು. ಮಹಿಳಾ ಮತ್ತು ಮಕ್ಕಳ ಅಭಿವೃದ್ಧಿ ಇಲಾಖೆಯ ಉಪನಿರ್ದೇಶಕ ಕೆ.ಎಚ್.ರಾಜನಾಯ್ಕ ಅಧ್ಯಕ್ಷತೆ ವಹಿಸುವರು. ಮಕ್ಕಳ ರಕ್ಷಣಾ ಆಯೋಗದ ಮಾಜಿ ಸದಸ್ಯ ಹಾಗೂ ಜಿಲ್ಲಾ ಮಾನವ ಕಳ್ಳಸಾಗಣಿಕೆ ತಡೆ ಸಮಿತಿ ಸದಸ್ಯ ರೂಪಾನಾಯ್ಕ ಉಪನ್ಯಾಸ ನೀಡುವರು. ಜಿಲ್ಲಾ ಮಕ್ಕಳ ರಕ್ಷಣಾಧಿಕಾರಿ ಟಿ.ಎನ್.ಕವಿತಾ, ವಕೀಲ ಅನೀಸ್ ಪಾಷಾ ಸೇರಿದಂತೆ ವಿವಿಧ ಅಧಿಕಾರಿಗಳು ಭಾಗವಹಿಸುವರು. ಜಿಲ್ಲಾ ನಿರೂಪಣಾಧಿಕಾರಿ ಗುರುಪ್ರಸಾದ್, ಮಹಿಳಾ ಮತ್ತು ಮಕ್ಕಳ ಅಭಿವೃದ್ಧಿ ಅಧಿಕಾರಿ ಪೂರ್ಣಿಮಾ, ಜಿಲ್ಲಾ ಮಹಿಳಾ ಸಬಲೀಕರಣ ಘಟಕದ ದೀಪಕ್ ಪಾಲ್ಗೊಳ್ಳುವರು. bbox=[8, 219, 240, 426]
masthead-date: 30 ಜುಲೈ 2025 bbox=[42, 24, 112, 37]
section-rule bbox=[250, 400, 1265, 402]
masthead-date-block bbox=[42, 8, 162, 53]
story-body: ಮೂಲಕ ಜನರಿಗೆ ಕೆಟ್ಟಹೆಸರು ತರುತ್ತಿದ್ದಾರೆ ಎಂದು ಆರೋಪಿಸಿದರು. ಕಾರ್ಯಕ್ರಮದಲ್ಲಿ ಬಿಜೆಪಿ ಜಿಲ್ಲಾಧ್ಯಕ್ಷ ರಾಜಶೇಖರ್ ನಾಗಪ್ಪ, ಪದಾಧಿಕಾರಿಗಳು ಹಾಗೂ ಕಾರ್ಯಕರ್ತರು ಪಾಲ್ಗೊಂಡಿದ್ದರು. bbox=[1064, 1779, 1264, 1836]
press-meet-photo bbox=[166, 1680, 466, 1750]
color-dot bbox=[780, 1994, 791, 2004]
edition-city-title: ದಾವಣಗೆರೆ bbox=[335, 4, 515, 63]
story-headline: ಬಿ.ವೈ. ವಿಜಯೇಂದ್ರ ಅಧ್ಯಕ್ಷರಾಗಿ ಮುಂದುವರೆಯಲಿ bbox=[648, 1621, 1131, 1656]
temp-min-label: ಕನಿಷ್ಠ bbox=[726, 6, 742, 16]
story-body bbox=[8, 1680, 158, 1984]
news-photo bbox=[856, 1672, 1264, 1772]
story-body bbox=[8, 1420, 240, 1568]
dateline: ▪ದಾವಣಗೆರೆ: bbox=[8, 851, 59, 863]
dateline: ▪ಹರಿಹರ: bbox=[870, 639, 909, 651]
masthead bbox=[0, 0, 1270, 74]
section-rule bbox=[0, 1572, 1270, 1576]
story-kicker: ಬಿಜೆಪಿ ಬೂತ್ ಅಧ್ಯಕ್ಷರು ಹಾಗೂ ಕಾರ್ಯಕರ್ತರ ಸಭೆಯಲ್ಲಿ ರೇಣುಕಾಚಾರ್ಯ bbox=[648, 1589, 1131, 1613]
dateline: ▪ಹೊನ್ನಾಳಿ: bbox=[648, 1673, 701, 1685]
story-headline: ಸಮಿತಿ ಅಧ್ಯಕ್ಷ ಸುರೇಶ್ ಪೈಲ್ವಾನ್ ಚಂದಾಪುರ್ ಜು.31: ಹಿಂದೂ ಮಹಾ ಗಣಪತಿ ಉತ್ಸವ ಸಮಿತಿಯಿಂದ ಹಂದರಗಂಭ ಪೂಜೆ bbox=[870, 409, 1251, 483]
quote-mark-icon bbox=[665, 640, 715, 680]
story-text: ಶ್ರಾವಣ ಮಾಸದ ಮೊದಲ ಹಬ್ಬ ನಾಗರ ಪಂಚಮಿಯನ್ನು ಜಿಲ್ಲೆಯಲ್ಲಿ ಮಂಗಳವಾರ ಶ್ರದ್ಧಾ-ಭಕ್ತಿಯಿಂದ ಆಚರಿಸಲಾಯಿತು. ನಾಗದೇವತೆಗೆ ವಿಶೇಷ ಪೂಜೆ ಸಲ್ಲಿಸಿ ಹಾಲೆರೆಯುವ ಮೂಲಕ ಜಿಲ್ಲೆಯಲ್ಲೆಡೆ ಆಚರಿಸಲಾಯಿತು. ಮಹಿಳೆಯರು ಹೊಸ ಬಟ್ಟೆ ತೊಟ್ಟು ನಾಗರಕಲ್ಲಿಗೆ ಹಾಲೆರೆದು ಪ್ರಾರ್ಥಿಸಿದರು. bbox=[648, 1081, 848, 1168]
chevron-right-icon: » bbox=[192, 110, 212, 145]
kiru-suddi-tag bbox=[10, 100, 220, 158]
story-text: ರಾಜ್ಯ ಸರ್ಕಾರ ಕೂಡಲೇ ರೈತರಿಗೆ ಸಮರ್ಪಕವಾಗಿ ರಸಗೊಬ್ಬರ ಒದಗಿಸದಿದ್ದರೆ ಭದ್ರಾ ಹೋರಾಟದ ಮಾದರಿಯಲ್ಲಿ ಬೀದಿಗಿಳಿದು ಪ್ರತಿಭಟನೆ ನಡೆಸುವುದಾಗಿ ಮಾಜಿ ಸಚಿವ, ಬಿಜೆಪಿ ಮುಖಂಡ ಎಂ.ಪಿ.ರೇಣುಕಾಚಾರ್ಯ ಎಚ್ಚರಿಸಿದರು. ನಗರದಲ್ಲಿ ಮಂಗಳವಾರ ಸುದ್ದಿಗೋಷ್ಠಿಯಲ್ಲಿ ಮಾತನಾಡಿದ ಅವರು, ರಾಜ್ಯ ಸರ್ಕಾರ ಕೇಂದ್ರ ಸರ್ಕಾರದ ಮೇಲೆ ಗೂಬೆ ಕೂರಿಸುವ ಪ್ರಯತ್ನ ಮಾಡುತ್ತಿದೆ. ಕೇಂದ್ರದಿಂದ 6.30 ಲಕ್ಷ ಮೆಟ್ರಿಕ್ ಟನ್ ಗೊಬ್ಬರ ಪೂರೈಕೆಯಾಗಿದೆ. ಆದರೆ 7.80 ಲಕ್ಷ ಮೆಟ್ರಿಕ್ ಟನ್ ಬೇಡಿಕೆ ಇದೆ ಎಂದರು. ಯೂರಿಯಾ ಗೊಬ್ಬರ ಕಾಳಸಂತೆಯಲ್ಲಿ ಮಾರಾಟವಾಗುತ್ತಿದೆ. ಇದನ್ನು ತಡೆಯುವಲ್ಲಿ ಕೃಷಿ ಇಲಾಖೆ ವಿಫಲವಾಗಿದೆ. ರಾಜ್ಯದಲ್ಲಿರುವ ದೈತ್ಯ ರೈತರ ಹಿತ ಕಾಪಾಡಲು ಸರ್ಕಾರ ಮುಂದಾಗಬೇಕು ಎಂದು ಆಗ್ರಹಿಸಿದರು. bbox=[262, 501, 440, 723]
story-kicker: ಮಾಜಿ ಸಚಿವ, ಬಿಜೆಪಿ ಮುಖಂಡ ರೇಣುಕಾಚಾರ್ಯ ಎಚ್ಚರಿಕೆ bbox=[262, 409, 675, 435]
story-headline: ವಾಲ್ಮೀಕಿ ಪ್ರತಿಮೆ ನಿರ್ಮಾಣ; ಆಕ್ಷೇಪಣೆ ಸಲ್ಲಿಕೆಗೆ ಅವಕಾಶ bbox=[8, 1369, 186, 1416]
news-photo bbox=[942, 98, 1264, 266]
logo-text: ಹೊಸದಿಗಂತ bbox=[1002, 8, 1124, 43]
